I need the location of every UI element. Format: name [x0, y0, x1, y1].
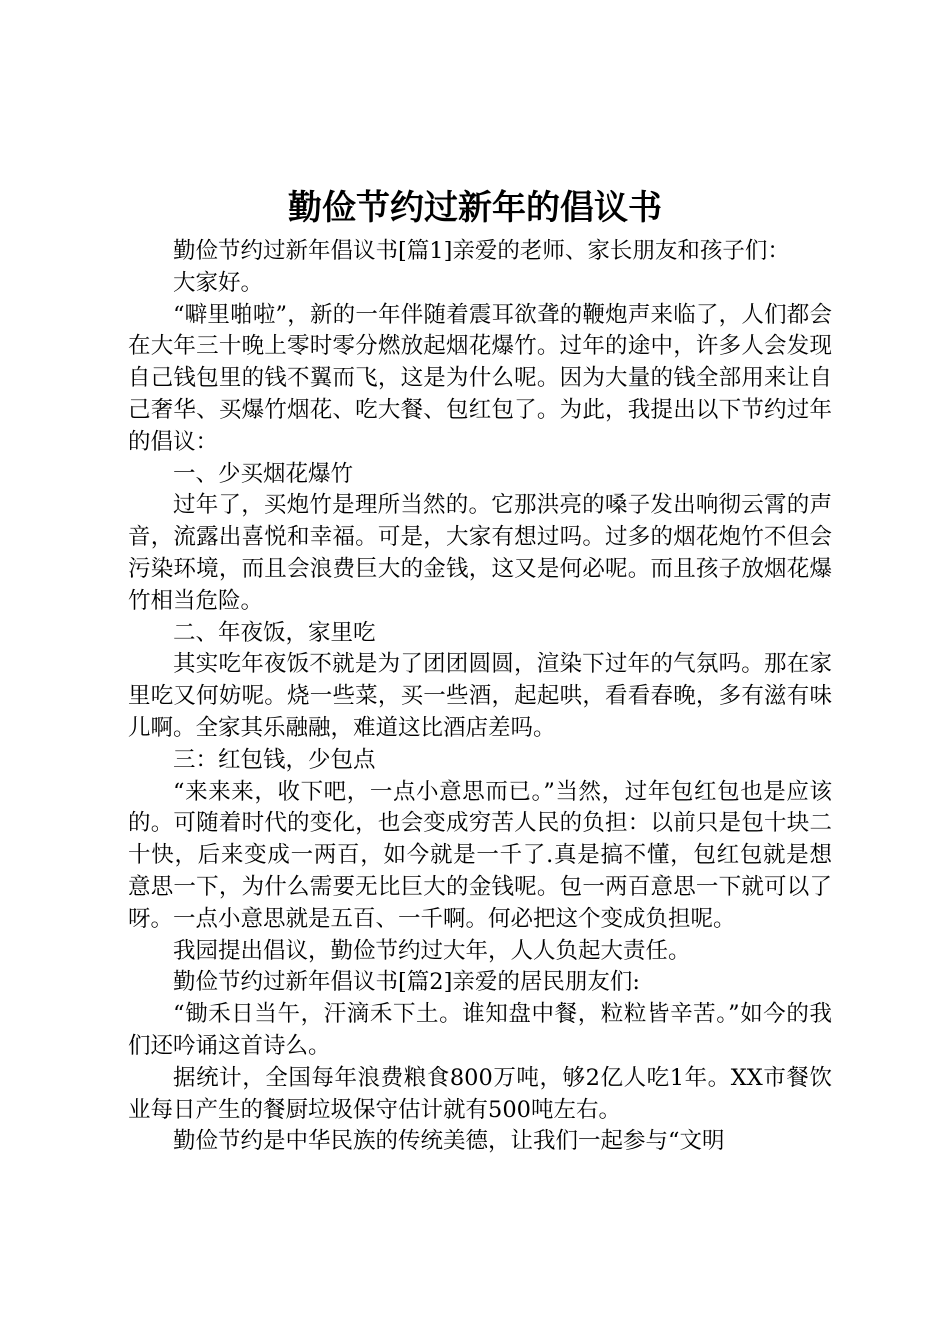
paragraph-greeting-2: 勤俭节约过新年倡议书[篇2]亲爱的居民朋友们:	[173, 969, 640, 996]
paragraph-statistics: 据统计，全国每年浪费粮食800万吨，够2亿人吃1年。XX市餐饮业每日产生的餐厨垃圾保守估计就有500吨左右。	[128, 1064, 832, 1123]
document-title: 勤俭节约过新年的倡议书	[288, 188, 662, 228]
heading-red-envelope: 三：红包钱，少包点	[173, 746, 376, 773]
document-body	[128, 236, 832, 1158]
paragraph-tradition: 勤俭节约是中华民族的传统美德，让我们一起参与“文明	[173, 1128, 725, 1155]
paragraph-dinner: 其实吃年夜饭不就是为了团团圆圆，渲染下过年的气氛吗。那在家里吃又何妨呢。烧一些菜，买一些酒，起起哄，看看春晚，多有滋有味儿啊。全家其乐融融，难道这比酒店差吗。	[128, 651, 832, 741]
heading-fireworks: 一、少买烟花爆竹	[173, 460, 354, 487]
paragraph-fireworks: 过年了，买炮竹是理所当然的。它那洪亮的嗓子发出响彻云霄的声音，流露出喜悦和幸福。可是，大家有想过吗。过多的烟花炮竹不但会污染环境，而且会浪费巨大的金钱，这又是何必呢。而且孩子放烟花爆竹相当危险。	[128, 492, 832, 614]
paragraph-greeting-1: 勤俭节约过新年倡议书[篇1]亲爱的老师、家长朋友和孩子们：	[173, 238, 790, 264]
paragraph-intro: “噼里啪啦”，新的一年伴随着震耳欲聋的鞭炮声来临了，人们都会在大年三十晚上零时零分燃放起烟花爆竹。过年的途中，许多人会发现自己钱包里的钱不翼而飞，这是为什么呢。因为大量的钱全部用来让自己奢华、买爆竹烟花、吃大餐、包红包了。为此，我提出以下节约过年的倡议：	[128, 301, 832, 455]
paragraph-proposal: 我园提出倡议，勤俭节约过大年，人人负起大责任。	[173, 937, 691, 964]
paragraph-poem: “锄禾日当午，汗滴禾下土。谁知盘中餐，粒粒皆辛苦。”如今的我们还吟诵这首诗么。	[128, 1001, 832, 1059]
paragraph-red-envelope: “来来来，收下吧，一点小意思而已。”当然，过年包红包也是应该的。可随着时代的变化，也会变成穷苦人民的负担：以前只是包十块二十快，后来变成一两百，如今就是一千了.真是搞不懂，包红包就是想意思一下，为什么需要无比巨大的金钱呢。包一两百意思一下就可以了呀。一点小意思就是五百、一千啊。何必把这个变成负担呢。	[128, 778, 832, 932]
heading-dinner: 二、年夜饭，家里吃	[173, 619, 376, 646]
paragraph-hello: 大家好。	[173, 269, 264, 296]
